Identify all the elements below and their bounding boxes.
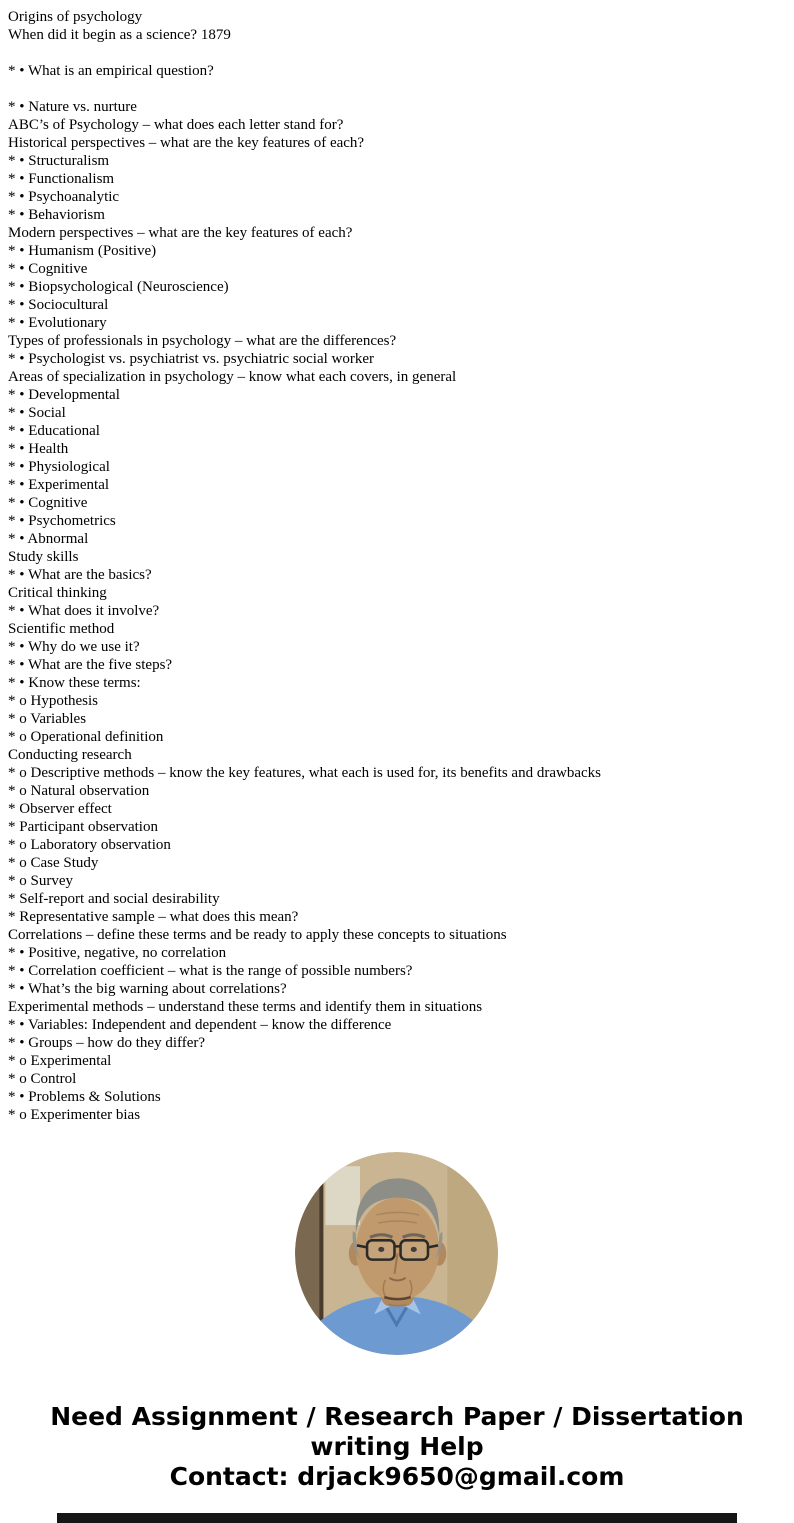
text-line: * • Psychometrics [8,513,116,529]
bottom-bar [57,1513,737,1523]
text-line: * • Groups – how do they differ? [8,1035,206,1051]
text-line: * o Survey [8,873,73,889]
text-line: * o Variables [8,711,87,727]
text-line: * • Nature vs. nurture [8,99,137,115]
text-line: * • Behaviorism [8,207,105,223]
text-line: * • Biopsychological (Neuroscience) [8,279,229,295]
text-line: * o Natural observation [8,783,150,799]
text-line: Areas of specialization in psychology – know what each covers, in general [8,369,457,385]
text-line: * o Case Study [8,855,99,871]
text-line: * • Physiological [8,459,110,475]
text-line: * o Hypothesis [8,693,98,709]
text-line: * • Abnormal [8,531,89,547]
text-line: * • What does it involve? [8,603,160,619]
text-line: Experimental methods – understand these terms and identify them in situations [8,999,483,1015]
text-line [8,44,786,62]
text-line: * • Cognitive [8,495,88,511]
text-line [8,80,786,98]
text-line: * • What are the basics? [8,567,152,583]
text-line: ABC’s of Psychology – what does each letter stand for? [8,117,344,133]
text-line: Conducting research [8,747,132,763]
text-line: * • Functionalism [8,171,115,187]
text-line: * o Experimental [8,1053,112,1069]
text-line: * o Descriptive methods – know the key features, what each is used for, its benefits and drawbacks [8,765,601,781]
text-line: * o Control [8,1071,77,1087]
text-line: * o Operational definition [8,729,164,745]
text-line: * • Structuralism [8,153,110,169]
text-line: Correlations – define these terms and be ready to apply these concepts to situations [8,927,507,943]
footer-heading-line2: writing Help [310,1432,484,1461]
text-line: * • Cognitive [8,261,88,277]
text-line: * • Developmental [8,387,120,403]
text-line: * • Problems & Solutions [8,1089,161,1105]
text-line: Historical perspectives – what are the key features of each? [8,135,365,151]
text-line: * • Psychologist vs. psychiatrist vs. psychiatric social worker [8,351,375,367]
text-line: * • Variables: Independent and dependent – know the difference [8,1017,392,1033]
text-line: * Observer effect [8,801,112,817]
text-line: * • What is an empirical question? [8,63,214,79]
text-line: * • Positive, negative, no correlation [8,945,227,961]
text-line: Study skills [8,549,79,565]
text-line: * • Correlation coefficient – what is the range of possible numbers? [8,963,413,979]
text-line: Critical thinking [8,585,107,601]
text-line: * • Know these terms: [8,675,141,691]
footer [0,1402,794,1492]
text-line: * Participant observation [8,819,158,835]
text-line: * • What are the five steps? [8,657,173,673]
text-line: * • Why do we use it? [8,639,140,655]
text-line: Modern perspectives – what are the key features of each? [8,225,353,241]
text-line: * • Psychoanalytic [8,189,120,205]
tutor-photo [295,1152,498,1355]
text-line: Origins of psychology [8,9,143,25]
text-line: * • What’s the big warning about correlations? [8,981,287,997]
text-line: * Representative sample – what does this mean? [8,909,299,925]
study-guide [8,8,786,1124]
text-line: * Self-report and social desirability [8,891,220,907]
text-line: * • Experimental [8,477,110,493]
text-line: * • Educational [8,423,100,439]
text-line: Types of professionals in psychology – what are the differences? [8,333,397,349]
contact-email: Contact: drjack9650@gmail.com [169,1462,625,1491]
footer-heading [0,1402,794,1462]
text-line: When did it begin as a science? 1879 [8,27,231,43]
text-line: * • Sociocultural [8,297,109,313]
tutor-photo-illustration [295,1152,498,1355]
footer-heading-line1: Need Assignment / Research Paper / Dissertation [50,1402,744,1431]
text-line: * • Evolutionary [8,315,107,331]
text-line: * • Humanism (Positive) [8,243,157,259]
text-line: * • Social [8,405,66,421]
text-line: * o Experimenter bias [8,1107,141,1123]
text-line: * o Laboratory observation [8,837,171,853]
text-line: Scientific method [8,621,115,637]
text-line: * • Health [8,441,69,457]
